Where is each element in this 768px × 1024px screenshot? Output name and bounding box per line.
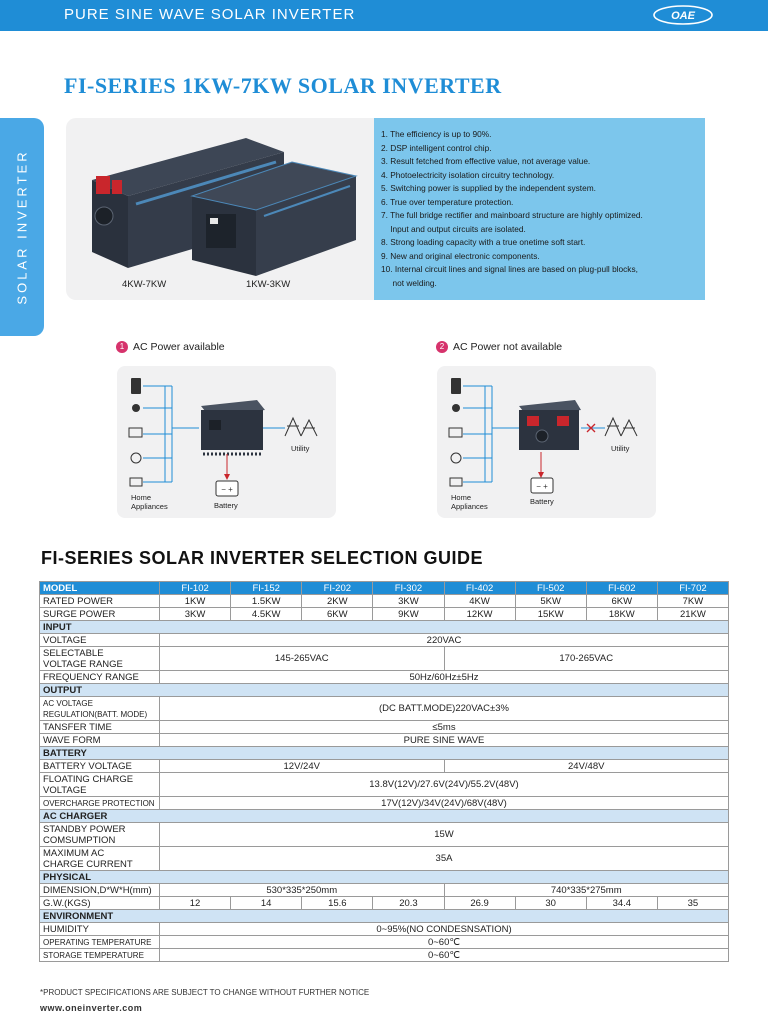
page-title: FI-SERIES 1KW-7KW SOLAR INVERTER [64, 73, 502, 98]
table-cell: 13.8V(12V)/27.6V(24V)/55.2V(48V) [160, 773, 729, 797]
bulb-icon [132, 404, 140, 412]
feature-item: 4. Photoelectricity isolation circuitry technology. [381, 169, 555, 180]
brand-logo [652, 4, 714, 26]
row-label: VOLTAGE [40, 634, 160, 647]
utility-tower-icon [285, 418, 317, 436]
section-label: AC CHARGER [40, 810, 729, 823]
table-cell: 5KW [515, 595, 586, 608]
banner-title: PURE SINE WAVE SOLAR INVERTER [64, 6, 356, 23]
table-row [40, 923, 729, 936]
row-label: FLOATING CHARGE VOLTAGE [40, 773, 160, 797]
table-cell: 6KW [302, 608, 373, 621]
section-label: INPUT [40, 621, 729, 634]
row-label: OPERATING TEMPERATURE [40, 936, 160, 949]
top-banner [0, 0, 768, 31]
feature-item: 8. Strong loading capacity with a true onetime soft start. [381, 237, 586, 247]
section-row-output [40, 684, 729, 697]
feature-item: 9. New and original electronic components. [381, 250, 540, 261]
row-label: STANDBY POWER COMSUMPTION [40, 823, 160, 847]
table-cell: 220VAC [160, 634, 729, 647]
table-row [40, 823, 729, 847]
table-cell: 35A [160, 847, 729, 871]
table-row [40, 949, 729, 962]
fan-icon [451, 453, 461, 463]
diagram-1-battery-label: Battery [214, 501, 238, 510]
table-cell: 15W [160, 823, 729, 847]
table-cell: 1KW [160, 595, 231, 608]
logo-text: OAE [671, 10, 695, 22]
section-label: ENVIRONMENT [40, 910, 729, 923]
table-cell: 1.5KW [231, 595, 302, 608]
svg-text:− +: − + [221, 485, 233, 494]
product-image-panel [66, 118, 374, 300]
table-row [40, 847, 729, 871]
table-cell: 0~60℃ [160, 936, 729, 949]
table-cell: PURE SINE WAVE [160, 734, 729, 747]
features-list [381, 128, 701, 290]
side-tab [0, 118, 44, 336]
diagram-2-title [436, 341, 562, 353]
table-cell: 4.5KW [231, 608, 302, 621]
section-label: BATTERY [40, 747, 729, 760]
table-cell: 3KW [373, 595, 444, 608]
table-cell: 12V/24V [160, 760, 445, 773]
table-row [40, 671, 729, 684]
footnote: *PRODUCT SPECIFICATIONS ARE SUBJECT TO CHANGE WITHOUT FURTHER NOTICE [40, 988, 370, 997]
row-label: FREQUENCY RANGE [40, 671, 160, 684]
section-label: OUTPUT [40, 684, 729, 697]
table-cell: 7KW [657, 595, 728, 608]
feature-item: 5. Switching power is supplied by the independent system. [381, 183, 596, 193]
diagram-1-utility-label: Utility [291, 444, 310, 453]
table-cell: 3KW [160, 608, 231, 621]
row-label: RATED POWER [40, 595, 160, 608]
row-label: STORAGE TEMPERATURE [40, 949, 160, 962]
table-row [40, 897, 729, 910]
table-cell: 0~60℃ [160, 949, 729, 962]
utility-tower-icon [605, 418, 637, 436]
model-column-header: FI-502 [515, 582, 586, 595]
table-row [40, 595, 729, 608]
diagram-2-utility-label: Utility [611, 444, 630, 453]
section-row-input [40, 621, 729, 634]
feature-item: 1. The efficiency is up to 90%. [381, 129, 492, 139]
section-label: PHYSICAL [40, 871, 729, 884]
tv-icon [450, 478, 462, 486]
table-cell: 2KW [302, 595, 373, 608]
features-panel [374, 118, 705, 300]
table-cell: 0~95%(NO CONDESNSATION) [160, 923, 729, 936]
section-row-battery [40, 747, 729, 760]
table-row [40, 634, 729, 647]
row-label: WAVE FORM [40, 734, 160, 747]
computer-icon [129, 428, 142, 437]
table-cell: 30 [515, 897, 586, 910]
table-row [40, 734, 729, 747]
diagram-2-number-badge: 2 [436, 341, 448, 353]
row-label: DIMENSION,D*W*H(mm) [40, 884, 160, 897]
model-column-header: FI-202 [302, 582, 373, 595]
table-cell: 24V/48V [444, 760, 729, 773]
diagram-2-home-label: Home Appliances [451, 493, 488, 511]
bulb-icon [452, 404, 460, 412]
table-cell: 530*335*250mm [160, 884, 445, 897]
table-cell: 12 [160, 897, 231, 910]
website-link[interactable]: www.oneinverter.com [40, 1003, 143, 1013]
selection-guide-title: FI-SERIES SOLAR INVERTER SELECTION GUIDE [41, 548, 484, 568]
row-label: HUMIDITY [40, 923, 160, 936]
table-row [40, 884, 729, 897]
table-cell: 6KW [586, 595, 657, 608]
feature-item: 6. True over temperature protection. [381, 196, 514, 207]
row-label: TANSFER TIME [40, 721, 160, 734]
caption-large-model: 4KW-7KW [122, 279, 167, 290]
table-row [40, 608, 729, 621]
table-row [40, 797, 729, 810]
table-cell: 18KW [586, 608, 657, 621]
fridge-icon [451, 378, 461, 394]
table-row [40, 721, 729, 734]
model-column-header: FI-302 [373, 582, 444, 595]
row-label: SURGE POWER [40, 608, 160, 621]
svg-text:− +: − + [536, 482, 548, 491]
model-column-header: FI-702 [657, 582, 728, 595]
battery-icon [216, 481, 238, 496]
feature-item: 2. DSP intelligent control chip. [381, 142, 492, 153]
side-tab-label: SOLAR INVERTER [14, 149, 30, 305]
table-cell: 34.4 [586, 897, 657, 910]
table-cell: 21KW [657, 608, 728, 621]
row-label: AC VOLTAGE REGULATION(BATT. MODE) [40, 697, 160, 721]
model-column-header: FI-102 [160, 582, 231, 595]
table-cell: 15KW [515, 608, 586, 621]
feature-item: 3. Result fetched from effective value, not average value. [381, 156, 591, 166]
table-cell: 50Hz/60Hz±5Hz [160, 671, 729, 684]
table-cell: (DC BATT.MODE)220VAC±3% [160, 697, 729, 721]
diagram-2-battery-label: Battery [530, 497, 554, 506]
model-column-header: FI-402 [444, 582, 515, 595]
section-row-ac-charger [40, 810, 729, 823]
selection-guide-table [39, 581, 729, 962]
table-cell: 17V(12V)/34V(24V)/68V(48V) [160, 797, 729, 810]
table-cell: 170-265VAC [444, 647, 729, 671]
table-cell: 20.3 [373, 897, 444, 910]
inverter-icon [201, 400, 265, 454]
fan-icon [131, 453, 141, 463]
diagram-1-box [117, 366, 336, 518]
battery-icon [531, 478, 553, 493]
row-label: G.W.(KGS) [40, 897, 160, 910]
computer-icon [449, 428, 462, 437]
table-row [40, 697, 729, 721]
table-row [40, 760, 729, 773]
table-cell: 740*335*275mm [444, 884, 729, 897]
diagram-2-title-text: AC Power not available [453, 341, 563, 353]
feature-item: 10. Internal circuit lines and signal lines are based on plug-pull blocks, [381, 264, 638, 274]
table-cell: 145-265VAC [160, 647, 445, 671]
appliance-icons [449, 378, 462, 486]
diagram-1-title-text: AC Power available [133, 341, 225, 353]
table-row [40, 936, 729, 949]
table-row [40, 647, 729, 671]
feature-item: 7. The full bridge rectifier and mainboard structure are highly optimized. [381, 210, 643, 220]
caption-small-model: 1KW-3KW [246, 279, 291, 290]
diagram-1-title [116, 341, 225, 353]
row-label: SELECTABLE VOLTAGE RANGE [40, 647, 160, 671]
table-cell: 14 [231, 897, 302, 910]
table-row [40, 773, 729, 797]
table-cell: 26.9 [444, 897, 515, 910]
fridge-icon [131, 378, 141, 394]
diagram-1-number-badge: 1 [116, 341, 128, 353]
table-cell: 35 [657, 897, 728, 910]
inverter-icon [519, 400, 581, 450]
diagram-1-home-label: Home Appliances [131, 493, 168, 511]
row-label: MAXIMUM AC CHARGE CURRENT [40, 847, 160, 871]
feature-item: not welding. [381, 277, 437, 288]
tv-icon [130, 478, 142, 486]
section-row-environment [40, 910, 729, 923]
diagram-2-box [437, 366, 656, 518]
table-cell: 9KW [373, 608, 444, 621]
model-column-header: FI-602 [586, 582, 657, 595]
inverter-products-image [66, 118, 374, 300]
row-label: BATTERY VOLTAGE [40, 760, 160, 773]
table-cell: 15.6 [302, 897, 373, 910]
section-row-physical [40, 871, 729, 884]
row-label: OVERCHARGE PROTECTION [40, 797, 160, 810]
appliance-icons [129, 378, 142, 486]
model-header: MODEL [40, 582, 160, 595]
model-column-header: FI-152 [231, 582, 302, 595]
feature-item: Input and output circuits are isolated. [381, 223, 526, 234]
table-cell: 4KW [444, 595, 515, 608]
table-cell: ≤5ms [160, 721, 729, 734]
table-header-row [40, 582, 729, 595]
table-cell: 12KW [444, 608, 515, 621]
